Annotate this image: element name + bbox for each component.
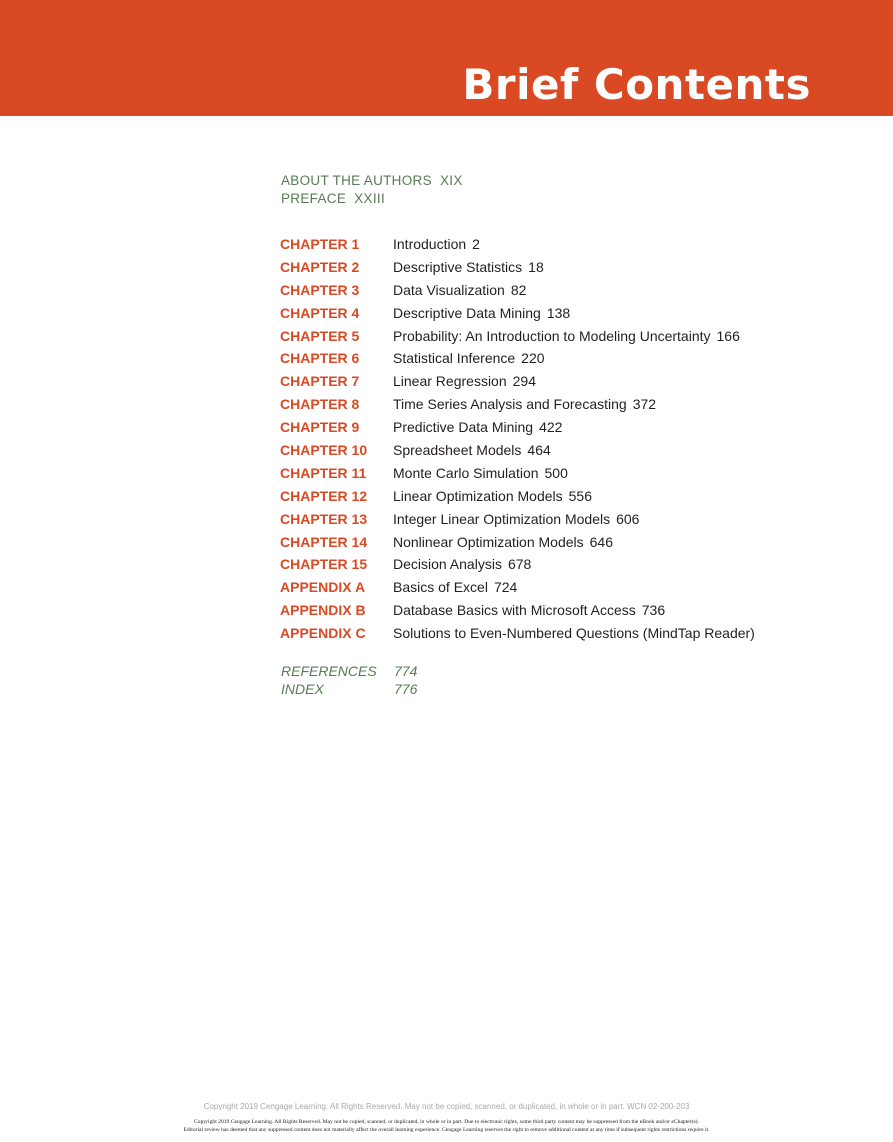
toc-entry-title-text: Descriptive Statistics xyxy=(393,258,523,275)
front-matter-list xyxy=(281,172,463,208)
toc-entry-title-text: Monte Carlo Simulation xyxy=(393,464,539,481)
toc-entry-title-text: Probability: An Introduction to Modeling Uncertainty xyxy=(393,327,711,344)
toc-entry-label: CHAPTER 12 xyxy=(280,487,368,504)
front-matter-item[interactable] xyxy=(281,190,463,208)
toc-entry-title xyxy=(393,485,592,508)
footer-legal xyxy=(0,1119,893,1134)
toc-entry-label: APPENDIX C xyxy=(280,625,366,642)
toc-entry-label: CHAPTER 7 xyxy=(280,373,360,390)
toc-entry-label: CHAPTER 6 xyxy=(280,350,360,367)
footer-copyright: Copyright 2019 Cengage Learning. All Rights Reserved. May not be copied, scanned, or duplicated, in whole or in part. WCN 02-200-203 xyxy=(203,1102,690,1111)
toc-entry-title xyxy=(393,508,639,531)
toc-entry-title xyxy=(393,553,531,576)
toc-entry-label: CHAPTER 11 xyxy=(280,464,367,481)
toc-entry-title-text: Nonlinear Optimization Models xyxy=(393,533,584,550)
toc-entry-page: 500 xyxy=(544,464,568,481)
toc-entry-title xyxy=(393,439,551,462)
toc-entry-label: CHAPTER 13 xyxy=(280,510,368,527)
toc-entry-page: 422 xyxy=(539,419,563,436)
toc-entry-title xyxy=(393,599,665,622)
toc-entry-label: CHAPTER 10 xyxy=(280,442,368,459)
toc-entry-page: 294 xyxy=(512,373,536,390)
page-title: Brief Contents xyxy=(462,60,811,109)
toc-entry-label: CHAPTER 4 xyxy=(280,304,360,321)
toc-entry-page: 606 xyxy=(616,510,640,527)
toc-entry-title-text: Solutions to Even-Numbered Questions (MindTap Reader) xyxy=(393,625,755,642)
toc-entry-page: 82 xyxy=(510,281,527,298)
toc-entry-title xyxy=(393,347,545,370)
front-matter-page: XXIII xyxy=(354,191,385,206)
toc-entry-title-text: Time Series Analysis and Forecasting xyxy=(393,396,627,413)
toc-entry-title-text: Spreadsheet Models xyxy=(393,442,522,459)
toc-entry-label: CHAPTER 15 xyxy=(280,556,368,573)
toc-entry-title-text: Linear Optimization Models xyxy=(393,487,563,504)
toc-entry-label: CHAPTER 8 xyxy=(280,396,360,413)
toc-entry-title-text: Descriptive Data Mining xyxy=(393,304,541,321)
toc-entry-title-text: Introduction xyxy=(393,236,467,252)
front-matter-label: ABOUT THE AUTHORS xyxy=(281,173,432,188)
toc-entry-title-text: Basics of Excel xyxy=(393,579,488,596)
toc-entry-title xyxy=(393,576,517,599)
toc-entry-page: 556 xyxy=(568,487,592,504)
toc-entry-page: 678 xyxy=(507,556,532,573)
toc-entry-label: CHAPTER 5 xyxy=(280,327,360,344)
toc-entry-title-text: Integer Linear Optimization Models xyxy=(393,510,611,527)
toc-entry-title-text: Data Visualization xyxy=(393,281,505,298)
toc-entry-label: CHAPTER 1 xyxy=(280,236,360,252)
back-matter-page: 774 xyxy=(394,663,418,679)
toc-entry-title-text: Decision Analysis xyxy=(393,556,502,573)
toc-entry-page: 18 xyxy=(528,258,544,275)
toc-entry-label: CHAPTER 14 xyxy=(280,533,368,550)
footer-legal-line: Editorial review has deemed that any suppressed content does not materially affect the overall learning experience. Cengage Learning reserves the right to remove additional content at any time if subsequent rights restrictions require it. xyxy=(183,1126,710,1133)
toc-entry-title xyxy=(393,233,480,256)
toc-entry-label: CHAPTER 3 xyxy=(280,281,360,298)
toc-entry-title-text: Predictive Data Mining xyxy=(393,419,534,436)
toc-entry-page: 2 xyxy=(472,236,480,252)
toc-entry-label: APPENDIX A xyxy=(280,579,366,596)
toc-entry-title xyxy=(393,302,570,325)
toc-entry-title xyxy=(393,622,761,645)
header-band xyxy=(0,0,893,116)
front-matter-item[interactable] xyxy=(281,172,463,190)
toc-entry-title-text: Statistical Inference xyxy=(393,350,516,367)
toc-entry-title xyxy=(393,531,613,554)
toc-entry-title xyxy=(393,279,526,302)
back-matter-page: 776 xyxy=(394,680,418,697)
toc-entry-title-text: Linear Regression xyxy=(393,373,507,390)
toc-entry-page: 736 xyxy=(641,602,666,619)
toc-entry-label: CHAPTER 9 xyxy=(280,419,360,436)
toc-entry-title xyxy=(393,325,740,348)
back-matter-label: REFERENCES xyxy=(281,663,377,679)
toc-entry-label: CHAPTER 2 xyxy=(280,258,360,275)
toc-entry-title xyxy=(393,256,544,279)
toc-entry-title xyxy=(393,462,568,485)
toc-entry-title xyxy=(393,393,656,416)
front-matter-label: PREFACE xyxy=(281,191,347,206)
back-matter-label: INDEX xyxy=(281,680,324,697)
toc-entry-title xyxy=(393,370,536,393)
toc-entry-page: 220 xyxy=(521,350,545,367)
toc-entry-label: APPENDIX B xyxy=(280,602,366,619)
toc-entry-page: 372 xyxy=(632,396,657,413)
toc-entry-page: 464 xyxy=(527,442,551,459)
toc-entry-page: 166 xyxy=(716,327,740,344)
toc-entry-title xyxy=(393,416,562,439)
footer-legal-line: Copyright 2019 Cengage Learning. All Rights Reserved. May not be copied, scanned, or duplicated, in whole or in part. Due to electronic rights, some third party content may be suppressed from the eBook and/or eChapter(s). xyxy=(194,1119,699,1125)
front-matter-page: XIX xyxy=(440,173,463,188)
toc-entry-page: 724 xyxy=(493,579,518,596)
toc-entry-page: 646 xyxy=(589,533,613,550)
toc-entry-page: 138 xyxy=(546,304,571,321)
toc-entry-title-text: Database Basics with Microsoft Access xyxy=(393,602,636,619)
